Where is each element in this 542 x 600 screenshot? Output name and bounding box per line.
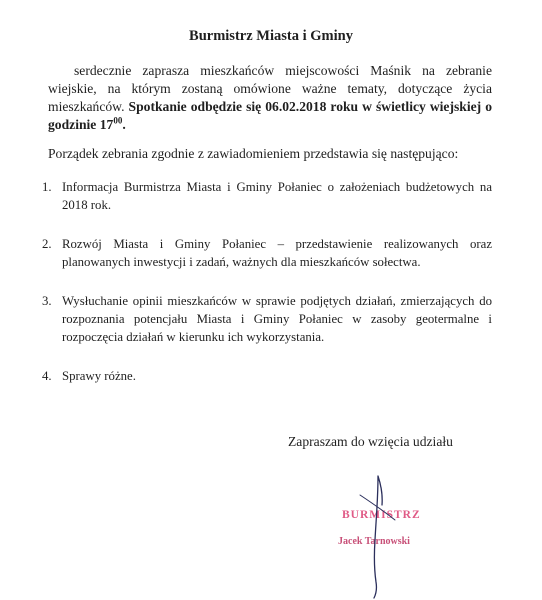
agenda-item-text: Sprawy różne. [62,369,136,383]
meeting-details-text: Spotkanie odbędzie się 06.02.2018 roku w świetlicy wiejskiej o godzinie 17 [48,99,492,132]
stamp-name: Jacek Tarnowski [338,536,410,547]
agenda-item-text: Wysłuchanie opinii mieszkańców w sprawie podjętych działań, zmierzających do rozpoznania potencjału Miasta i Gminy Połaniec w zasoby geotermalne i rozpoczęcia działań w kierunku ich wykorzystania. [62,294,492,344]
agenda-item-text: Informacja Burmistrza Miasta i Gminy Połaniec o założeniach budżetowych na 2018 rok. [62,180,492,212]
stamp-role: BURMISTRZ [342,509,421,521]
agenda-item-number: 2. [42,237,52,251]
meeting-details-end: . [122,117,126,132]
agenda-item-text: Rozwój Miasta i Gminy Połaniec – przedstawienie realizowanych oraz planowanych inwestycji i zadań, ważnych dla mieszkańców sołectwa. [62,237,492,269]
meeting-time-minutes: 00 [113,115,123,126]
agenda-lead: Porządek zebrania zgodnie z zawiadomieniem przedstawia się następująco: [48,146,459,161]
closing-line: Zapraszam do wzięcia udziału [288,434,453,449]
document-title: Burmistrz Miasta i Gminy [189,28,353,44]
agenda-item-number: 3. [42,294,52,308]
agenda-item-number: 1. [42,180,52,194]
invitation-text: serdecznie zaprasza mieszkańców miejscowości Maśnik na zebranie wiejskie, na którym zostaną omówione ważne tematy, dotyczące życia mieszkańców. [48,63,492,114]
agenda-item-number: 4. [42,369,52,383]
